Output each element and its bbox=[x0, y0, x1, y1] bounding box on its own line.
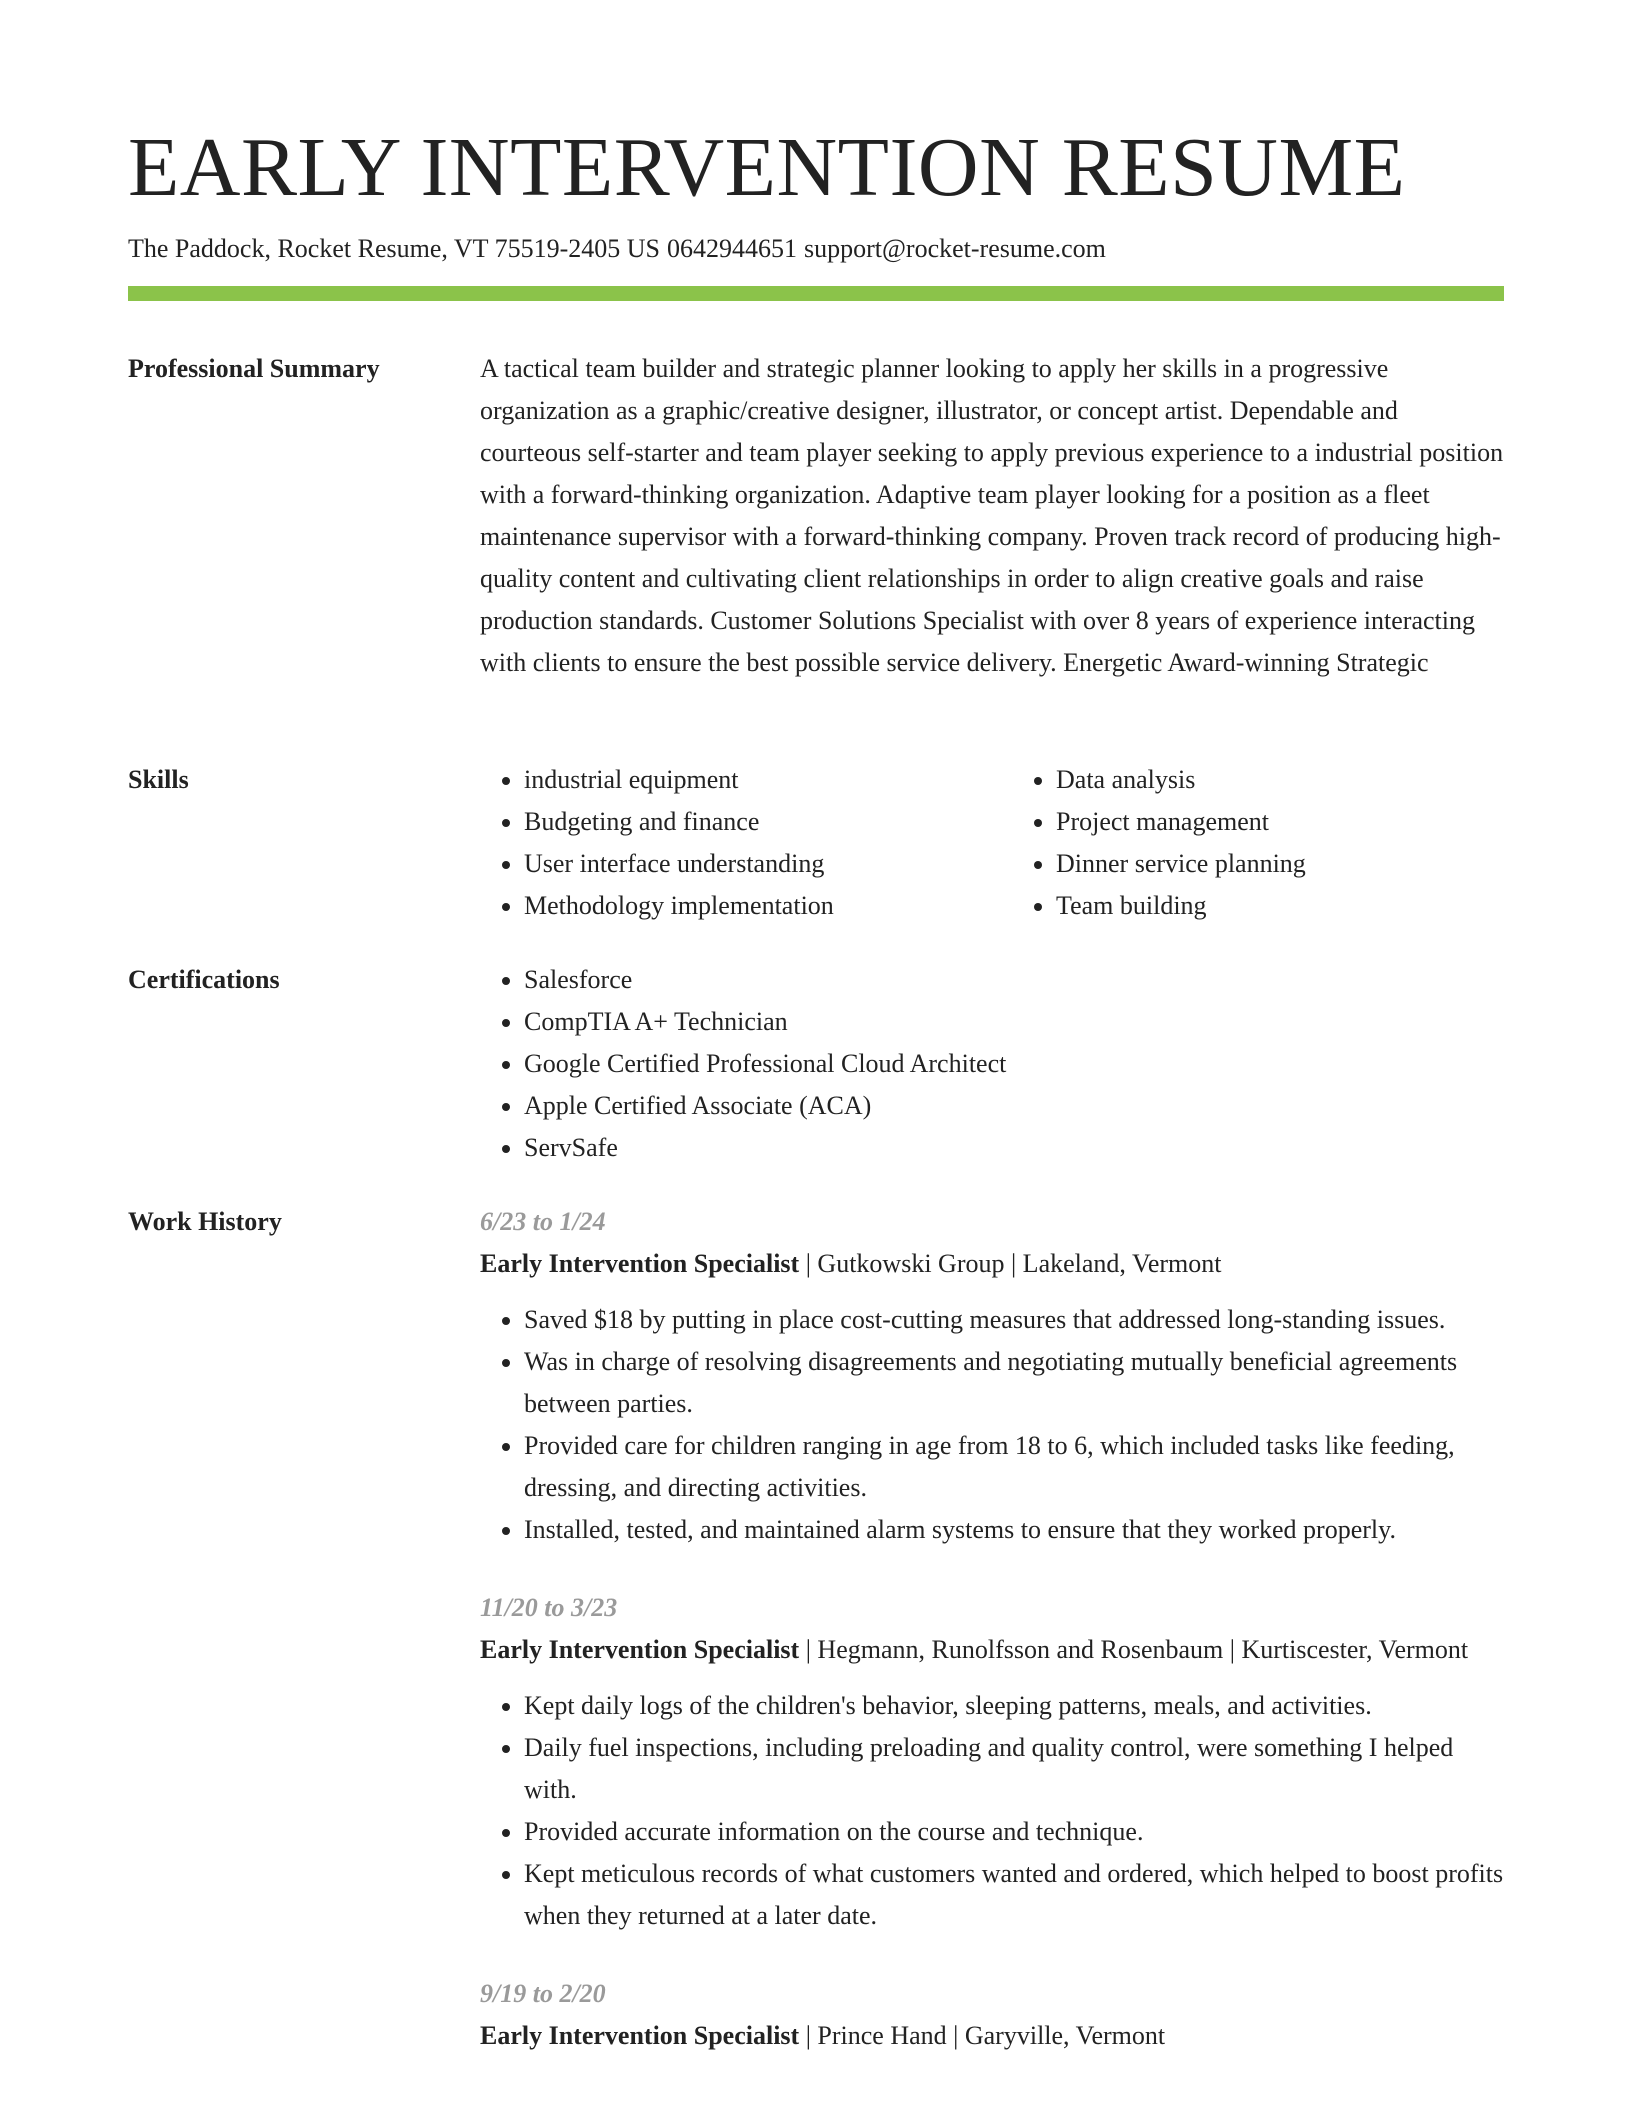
work-history-label: Work History bbox=[128, 1207, 282, 1236]
list-item: • Data analysis bbox=[1056, 759, 1504, 801]
contact-email[interactable]: support@rocket-resume.com bbox=[803, 234, 1106, 263]
list-item: • Installed, tested, and maintained alarm systems to ensure that they worked properly. bbox=[524, 1509, 1504, 1551]
list-item: • Dinner service planning bbox=[1056, 843, 1504, 885]
list-item: • Daily fuel inspections, including preloading and quality control, were something I helped with. bbox=[524, 1727, 1504, 1811]
contact-line bbox=[128, 232, 1113, 266]
list-item: • Team building bbox=[1056, 885, 1504, 927]
job-details: | Hegmann, Runolfsson and Rosenbaum | Kurtiscester, Vermont bbox=[799, 1635, 1469, 1664]
list-item: • Kept daily logs of the children's behavior, sleeping patterns, meals, and activities. bbox=[524, 1685, 1504, 1727]
list-item: • Was in charge of resolving disagreements and negotiating mutually beneficial agreements between parties. bbox=[524, 1341, 1504, 1425]
job-entry bbox=[480, 1587, 1504, 1937]
job-heading bbox=[480, 2015, 1504, 2057]
job-details: | Prince Hand | Garyville, Vermont bbox=[799, 2021, 1166, 2050]
summary-label: Professional Summary bbox=[128, 354, 380, 383]
list-item: • Budgeting and finance bbox=[524, 801, 972, 843]
job-bullets bbox=[480, 1299, 1504, 1551]
skills-list-left bbox=[480, 759, 972, 927]
job-heading bbox=[480, 1629, 1504, 1671]
skills-list-right bbox=[972, 759, 1504, 927]
certifications-list bbox=[480, 959, 1504, 1169]
job-entry bbox=[480, 1973, 1504, 2057]
job-title: Early Intervention Specialist bbox=[480, 1635, 800, 1664]
job-dates: 9/19 to 2/20 bbox=[480, 1979, 606, 2008]
list-item: • Project management bbox=[1056, 801, 1504, 843]
job-entry bbox=[480, 1201, 1504, 1551]
list-item: • Methodology implementation bbox=[524, 885, 972, 927]
job-title: Early Intervention Specialist bbox=[480, 1249, 800, 1278]
job-dates: 11/20 to 3/23 bbox=[480, 1593, 618, 1622]
list-item: • Salesforce bbox=[524, 959, 1504, 1001]
certifications-label: Certifications bbox=[128, 965, 280, 994]
list-item: • User interface understanding bbox=[524, 843, 972, 885]
list-item: • Saved $18 by putting in place cost-cutting measures that addressed long-standing issues. bbox=[524, 1299, 1504, 1341]
job-heading bbox=[480, 1243, 1504, 1285]
header-divider bbox=[128, 286, 1504, 301]
job-title: Early Intervention Specialist bbox=[480, 2021, 800, 2050]
job-bullets bbox=[480, 1685, 1504, 1937]
list-item: • Provided accurate information on the course and technique. bbox=[524, 1811, 1504, 1853]
contact-address: The Paddock, Rocket Resume, VT 75519-2405 US bbox=[128, 234, 660, 263]
resume-title: EARLY INTERVENTION RESUME bbox=[128, 121, 1406, 214]
list-item: • CompTIA A+ Technician bbox=[524, 1001, 1504, 1043]
list-item: • Apple Certified Associate (ACA) bbox=[524, 1085, 1504, 1127]
job-details: | Gutkowski Group | Lakeland, Vermont bbox=[799, 1249, 1222, 1278]
list-item: • industrial equipment bbox=[524, 759, 972, 801]
list-item: • ServSafe bbox=[524, 1127, 1504, 1169]
summary-text: A tactical team builder and strategic planner looking to apply her skills in a progressive organization as a graphic/creative designer, illustrator, or concept artist. Dependable and courteous self-starter and team player seeking to apply previous experience to a industrial position with a forward-thinking organization. Adaptive team player looking for a position as a fleet maintenance supervisor with a forward-thinking company. Proven track record of producing high-quality content and cultivating client relationships in order to align creative goals and raise production standards. Customer Solutions Specialist with over 8 years of experience interacting with clients to ensure the best possible service delivery. Energetic Award-winning Strategic bbox=[480, 354, 1504, 677]
job-dates: 6/23 to 1/24 bbox=[480, 1207, 606, 1236]
list-item: • Provided care for children ranging in age from 18 to 6, which included tasks like feeding, dressing, and directing activities. bbox=[524, 1425, 1504, 1509]
list-item: • Google Certified Professional Cloud Architect bbox=[524, 1043, 1504, 1085]
skills-label: Skills bbox=[128, 765, 189, 794]
list-item: • Kept meticulous records of what customers wanted and ordered, which helped to boost profits when they returned at a later date. bbox=[524, 1853, 1504, 1937]
contact-phone: 0642944651 bbox=[666, 234, 797, 263]
